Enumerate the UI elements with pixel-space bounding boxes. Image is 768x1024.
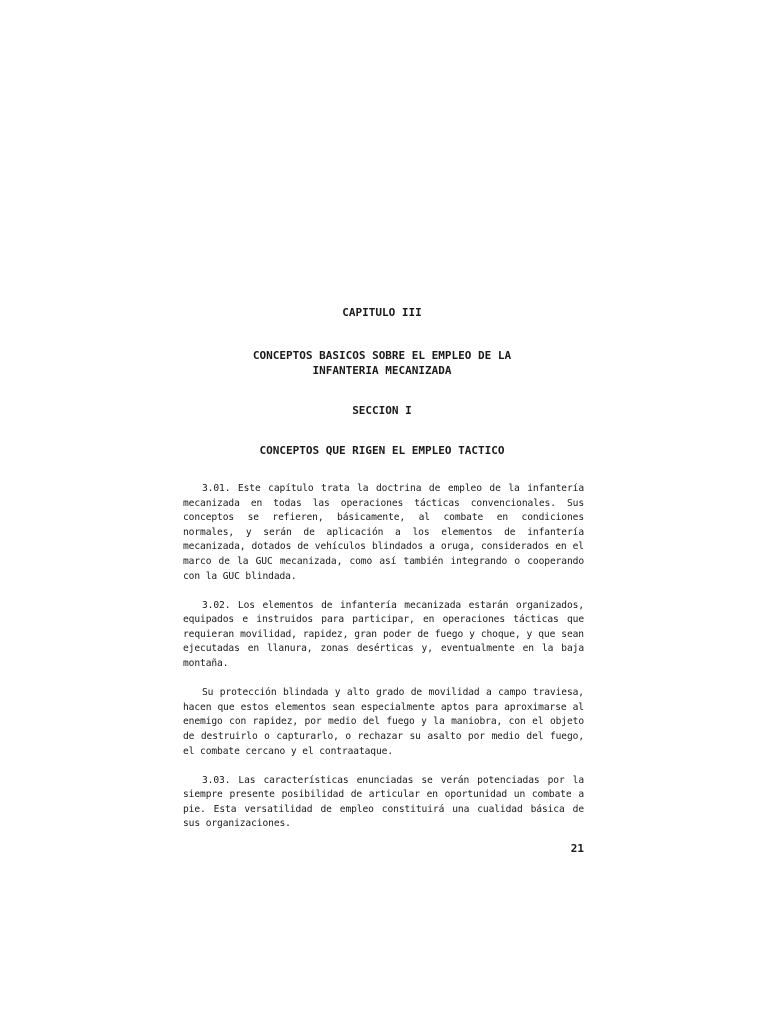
paragraph-3-01: 3.01. Este capítulo trata la doctrina de empleo de la infantería mecanizada en todas las operaciones tácticas convencionales. Sus conceptos se refieren, básicamente, al combate en condiciones normales, y serán de aplicación a los elementos de infantería mecanizada, dotados de vehículos blindados a oruga, considerados en el marco de la GUC mecanizada, como así también integrando o cooperando con la GUC blindada. <box>183 483 584 582</box>
paragraph-3-02-continued: Su protección blindada y alto grado de movilidad a campo traviesa, hacen que estos elementos sean especialmente aptos para aproximarse al enemigo con rapidez, por medio del fuego y la maniobra, con el objeto de destruirlo o capturarlo, o rechazar su asalto por medio del fuego, el combate cercano y el contraataque. <box>183 687 584 757</box>
section-heading: SECCION I <box>352 404 412 417</box>
body-text <box>183 482 584 846</box>
paragraph-3-02: 3.02. Los elementos de infantería mecanizada estarán organizados, equipados e instruidos para participar, en operaciones tácticas que requieran movilidad, rapidez, gran poder de fuego y choque, y que sean ejecutadas en llanura, zonas desérticas y, eventualmente en la baja montaña. <box>183 599 584 670</box>
page-number: 21 <box>570 842 584 855</box>
chapter-title-line-1: CONCEPTOS BASICOS SOBRE EL EMPLEO DE LA <box>252 349 512 362</box>
chapter-title-line-2: INFANTERIA MECANIZADA <box>312 364 452 377</box>
paragraph-3-03: 3.03. Las características enunciadas se verán potenciadas por la siempre presente posibilidad de articular en oportunidad un combate a pie. Esta versatilidad de empleo constituirá una cualidad básica de sus organizaciones. <box>183 774 584 830</box>
chapter-heading: CAPITULO III <box>342 306 422 319</box>
section-title: CONCEPTOS QUE RIGEN EL EMPLEO TACTICO <box>259 444 505 457</box>
